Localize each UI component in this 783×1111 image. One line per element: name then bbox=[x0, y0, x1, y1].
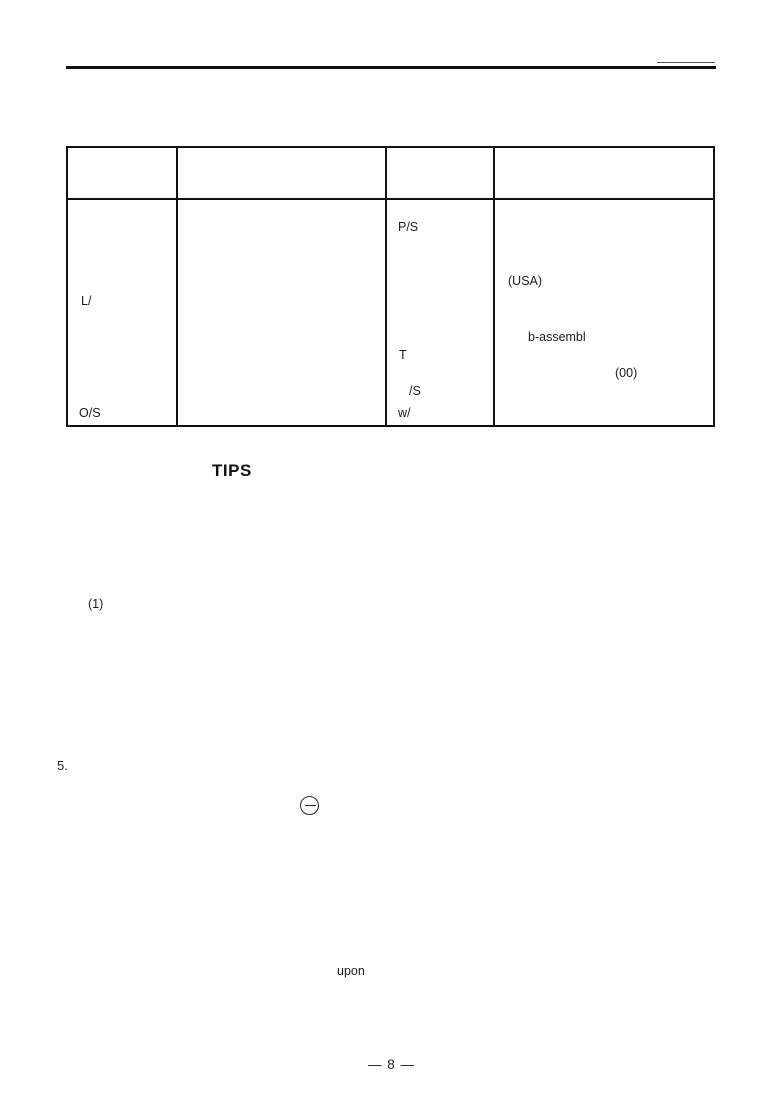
body-fragment: (1) bbox=[88, 597, 104, 611]
list-item-number: 5. bbox=[57, 758, 68, 773]
table-cell: P/S bbox=[398, 220, 419, 234]
page-number: — 8 — bbox=[367, 1057, 415, 1072]
table-cell: (USA) bbox=[508, 274, 543, 288]
table-column-divider-1 bbox=[176, 148, 178, 425]
circle-minus-icon bbox=[300, 796, 319, 815]
tips-heading: TIPS bbox=[212, 461, 252, 480]
table-cell: L/ bbox=[81, 294, 92, 308]
table-cell: (00) bbox=[615, 366, 638, 380]
table-cell: O/S bbox=[79, 406, 101, 420]
table-cell: w/ bbox=[398, 406, 411, 420]
table-cell: /S bbox=[409, 384, 421, 398]
top-rule-tick bbox=[657, 62, 715, 63]
table-header-divider bbox=[68, 198, 713, 200]
table-column-divider-3 bbox=[493, 148, 495, 425]
table-column-divider-2 bbox=[385, 148, 387, 425]
table-cell: T bbox=[399, 348, 407, 362]
table-cell: b-assembl bbox=[528, 330, 586, 344]
body-fragment: upon bbox=[337, 964, 365, 978]
top-horizontal-rule bbox=[66, 66, 716, 69]
data-table bbox=[66, 146, 715, 427]
